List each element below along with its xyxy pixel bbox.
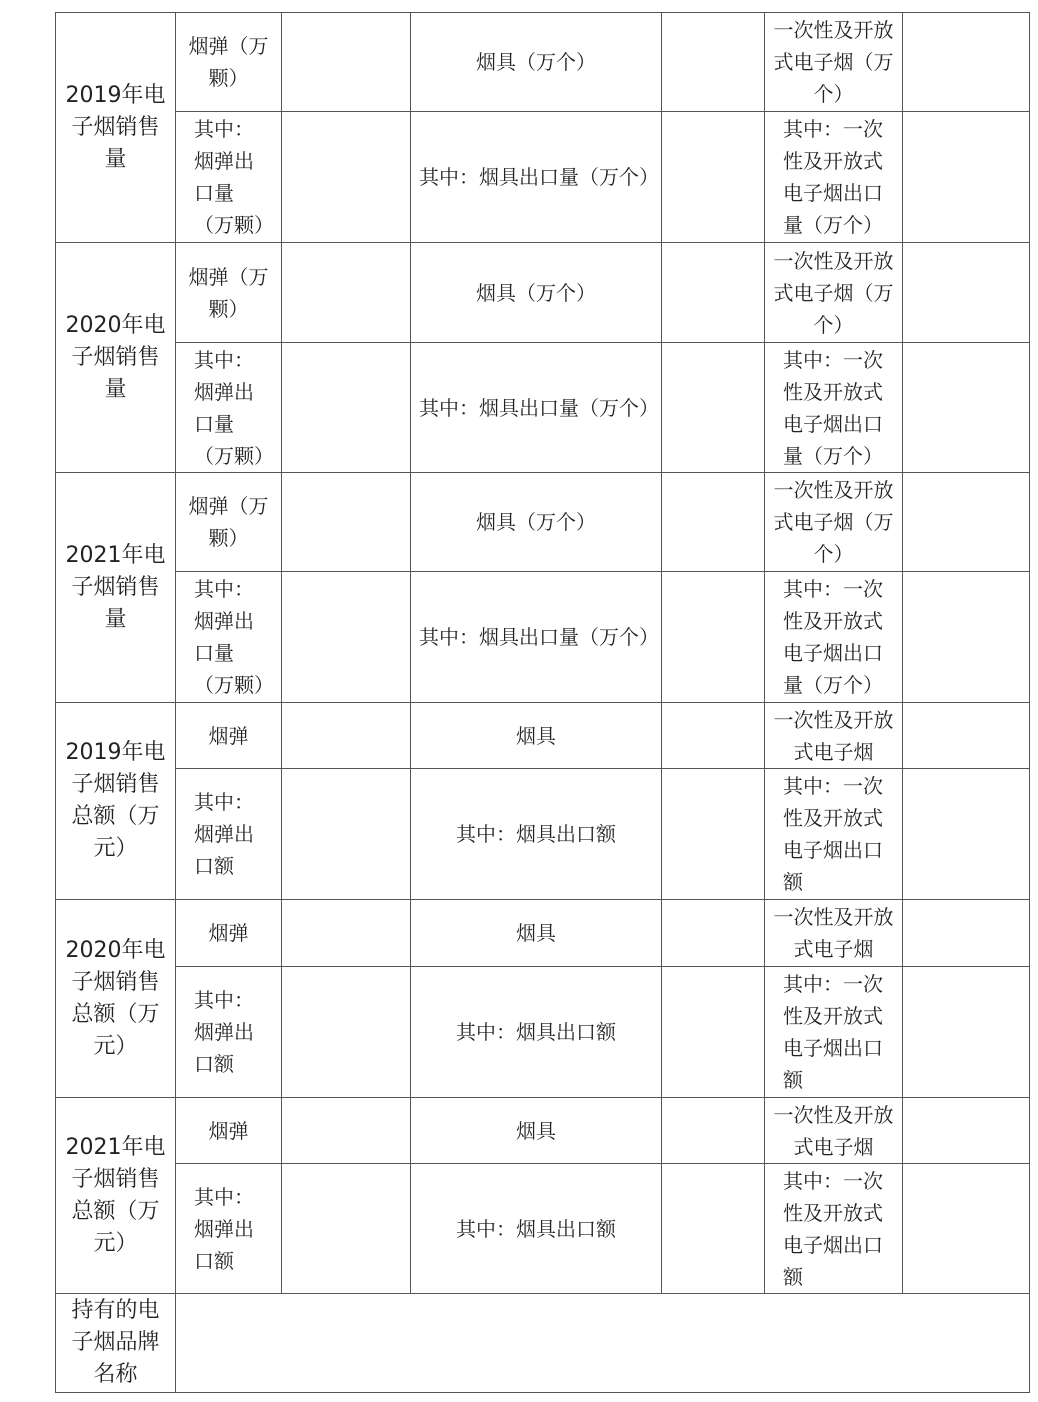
group-label: 2021年电子烟销售量 <box>56 473 176 703</box>
device-input[interactable] <box>662 243 765 343</box>
table-row <box>56 572 1030 703</box>
cartridge-input[interactable] <box>282 243 411 343</box>
disposable-input[interactable] <box>903 572 1030 703</box>
device-label: 其中：烟具出口量（万个） <box>411 572 662 703</box>
disposable-label: 一次性及开放式电子烟（万个） <box>765 13 903 112</box>
device-label: 其中：烟具出口额 <box>411 1164 662 1294</box>
device-input[interactable] <box>662 343 765 473</box>
disposable-input[interactable] <box>903 967 1030 1098</box>
disposable-label: 其中：一次性及开放式电子烟出口量（万个） <box>765 112 903 243</box>
device-label: 烟具（万个） <box>411 473 662 572</box>
device-label: 其中：烟具出口量（万个） <box>411 112 662 243</box>
cartridge-input[interactable] <box>282 703 411 769</box>
device-input[interactable] <box>662 473 765 572</box>
form-body <box>56 13 1030 1393</box>
cartridge-input[interactable] <box>282 13 411 112</box>
disposable-label: 其中：一次性及开放式电子烟出口额 <box>765 967 903 1098</box>
device-input[interactable] <box>662 703 765 769</box>
cartridge-label: 其中：烟弹出口量（万颗） <box>176 112 282 243</box>
cartridge-input[interactable] <box>282 1164 411 1294</box>
disposable-label: 其中：一次性及开放式电子烟出口额 <box>765 1164 903 1294</box>
cartridge-label: 烟弹 <box>176 703 282 769</box>
disposable-label: 其中：一次性及开放式电子烟出口量（万个） <box>765 343 903 473</box>
disposable-input[interactable] <box>903 13 1030 112</box>
device-label: 其中：烟具出口量（万个） <box>411 343 662 473</box>
group-label: 2019年电子烟销售总额（万元） <box>56 703 176 900</box>
table-row <box>56 967 1030 1098</box>
cartridge-input[interactable] <box>282 769 411 900</box>
table-row <box>56 703 1030 769</box>
disposable-input[interactable] <box>903 900 1030 967</box>
disposable-input[interactable] <box>903 243 1030 343</box>
device-input[interactable] <box>662 967 765 1098</box>
group-label: 2021年电子烟销售总额（万元） <box>56 1098 176 1294</box>
table-row <box>56 13 1030 112</box>
cartridge-label: 其中：烟弹出口额 <box>176 769 282 900</box>
brand-input[interactable] <box>176 1294 1030 1393</box>
disposable-label: 其中：一次性及开放式电子烟出口量（万个） <box>765 572 903 703</box>
disposable-label: 一次性及开放式电子烟 <box>765 703 903 769</box>
brand-row <box>56 1294 1030 1393</box>
device-input[interactable] <box>662 112 765 243</box>
device-input[interactable] <box>662 1164 765 1294</box>
disposable-label: 一次性及开放式电子烟 <box>765 900 903 967</box>
disposable-input[interactable] <box>903 473 1030 572</box>
device-label: 烟具 <box>411 1098 662 1164</box>
cartridge-label: 烟弹（万颗） <box>176 473 282 572</box>
cartridge-label: 烟弹 <box>176 1098 282 1164</box>
disposable-input[interactable] <box>903 343 1030 473</box>
disposable-input[interactable] <box>903 1098 1030 1164</box>
cartridge-input[interactable] <box>282 1098 411 1164</box>
cartridge-input[interactable] <box>282 572 411 703</box>
disposable-input[interactable] <box>903 1164 1030 1294</box>
cartridge-input[interactable] <box>282 343 411 473</box>
device-input[interactable] <box>662 769 765 900</box>
brand-label: 持有的电子烟品牌名称 <box>56 1294 176 1393</box>
cartridge-input[interactable] <box>282 112 411 243</box>
device-input[interactable] <box>662 1098 765 1164</box>
table-row <box>56 473 1030 572</box>
device-label: 烟具 <box>411 703 662 769</box>
device-label: 其中：烟具出口额 <box>411 769 662 900</box>
cartridge-label: 其中：烟弹出口额 <box>176 1164 282 1294</box>
disposable-label: 其中：一次性及开放式电子烟出口额 <box>765 769 903 900</box>
table-row <box>56 112 1030 243</box>
device-label: 烟具 <box>411 900 662 967</box>
device-label: 烟具（万个） <box>411 243 662 343</box>
table-row <box>56 900 1030 967</box>
cartridge-label: 烟弹（万颗） <box>176 243 282 343</box>
group-label: 2020年电子烟销售量 <box>56 243 176 473</box>
device-label: 烟具（万个） <box>411 13 662 112</box>
cartridge-label: 其中：烟弹出口额 <box>176 967 282 1098</box>
table-row <box>56 243 1030 343</box>
cartridge-label: 其中：烟弹出口量（万颗） <box>176 343 282 473</box>
table-row <box>56 769 1030 900</box>
cartridge-label: 烟弹 <box>176 900 282 967</box>
group-label: 2019年电子烟销售量 <box>56 13 176 243</box>
table-row <box>56 1164 1030 1294</box>
cartridge-label: 烟弹（万颗） <box>176 13 282 112</box>
cartridge-label: 其中：烟弹出口量（万颗） <box>176 572 282 703</box>
disposable-label: 一次性及开放式电子烟 <box>765 1098 903 1164</box>
disposable-label: 一次性及开放式电子烟（万个） <box>765 473 903 572</box>
cartridge-input[interactable] <box>282 967 411 1098</box>
table-row <box>56 1098 1030 1164</box>
device-input[interactable] <box>662 13 765 112</box>
device-label: 其中：烟具出口额 <box>411 967 662 1098</box>
table-row <box>56 343 1030 473</box>
disposable-input[interactable] <box>903 112 1030 243</box>
disposable-input[interactable] <box>903 703 1030 769</box>
device-input[interactable] <box>662 900 765 967</box>
e-cigarette-sales-form <box>55 12 1030 1393</box>
disposable-input[interactable] <box>903 769 1030 900</box>
disposable-label: 一次性及开放式电子烟（万个） <box>765 243 903 343</box>
group-label: 2020年电子烟销售总额（万元） <box>56 900 176 1098</box>
cartridge-input[interactable] <box>282 473 411 572</box>
cartridge-input[interactable] <box>282 900 411 967</box>
device-input[interactable] <box>662 572 765 703</box>
